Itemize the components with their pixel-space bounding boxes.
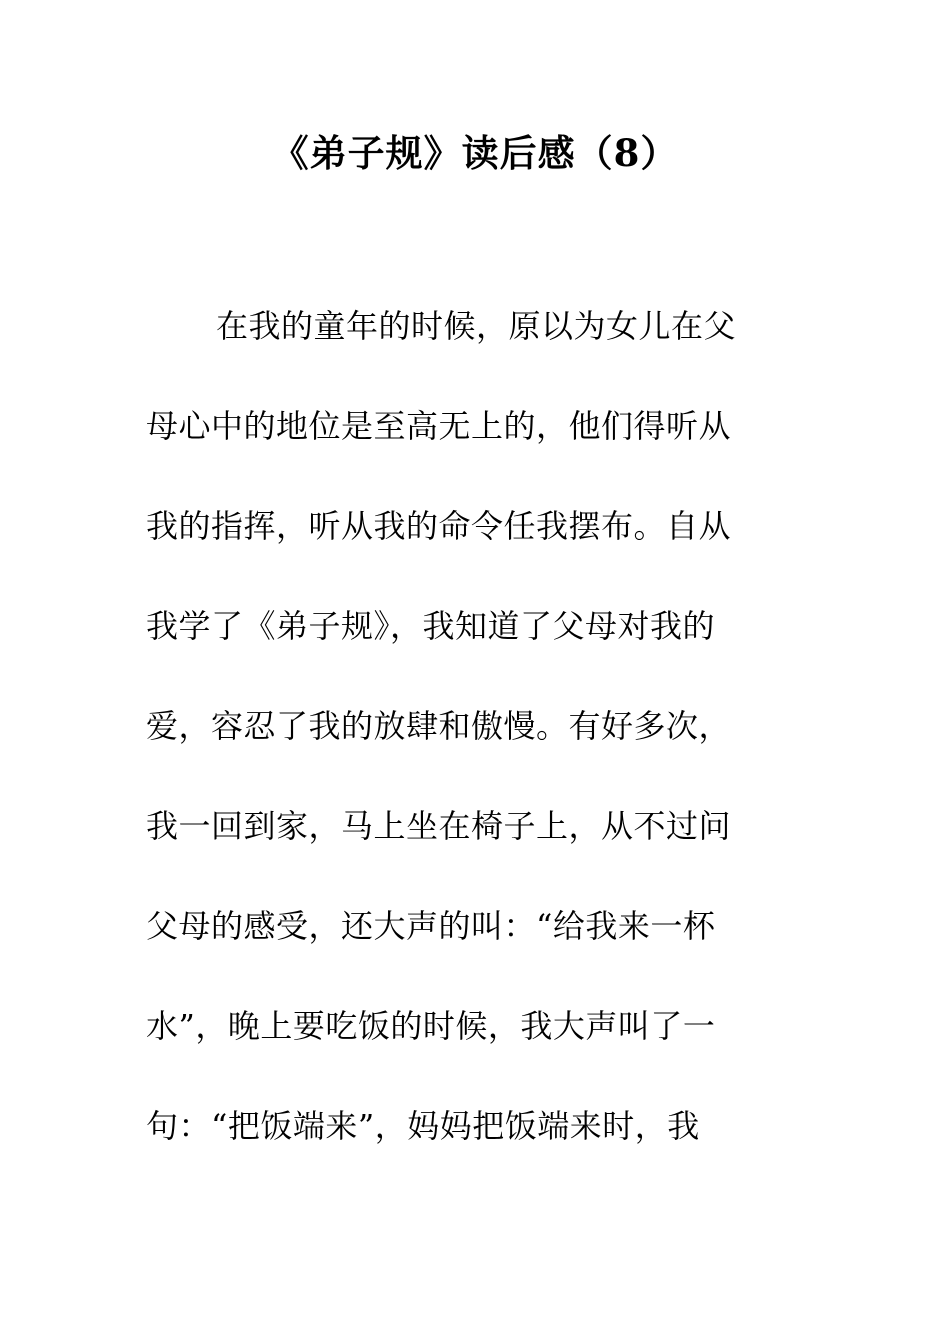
document-title: 《弟子规》读后感（8）: [271, 131, 679, 175]
document-body: [146, 302, 786, 1202]
paragraph-line: 我学了《弟子规》，我知道了父母对我的: [146, 607, 716, 645]
paragraph-line: 我的指挥，听从我的命令任我摆布。自从: [146, 507, 732, 545]
paragraph-line: 爱，容忍了我的放肆和傲慢。有好多次，: [146, 707, 732, 745]
paragraph-line: 母心中的地位是至高无上的，他们得听从: [146, 407, 732, 445]
paragraph-line: 水”，晚上要吃饭的时候，我大声叫了一: [146, 1007, 716, 1045]
paragraph-line: 父母的感受，还大声的叫：“给我来一杯: [146, 907, 716, 945]
paragraph-line: 在我的童年的时候，原以为女儿在父: [216, 307, 737, 345]
paragraph-line: 句：“把饭端来”，妈妈把饭端来时，我: [146, 1107, 700, 1145]
paragraph-line: 我一回到家，马上坐在椅子上，从不过问: [146, 807, 732, 845]
